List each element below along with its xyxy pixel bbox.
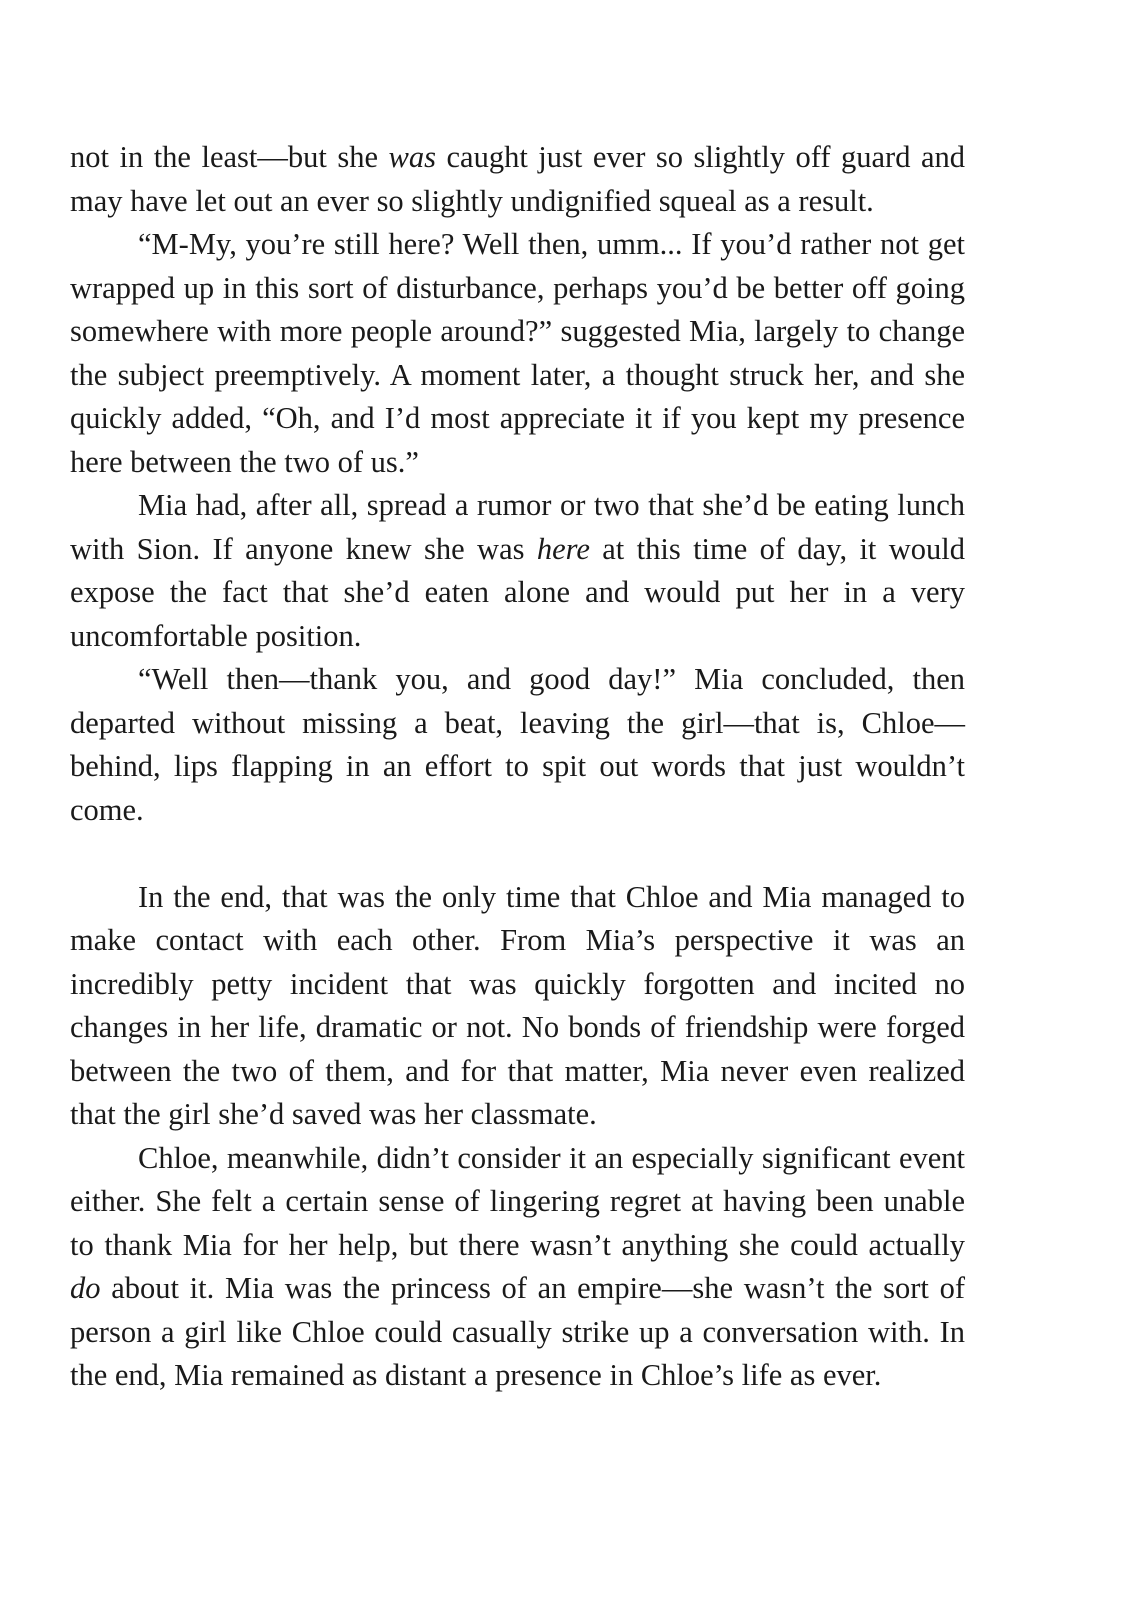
paragraph [70, 136, 965, 223]
text-segment: In the end, that was the only time that Chloe and Mia managed to make contact with each other. From Mia’s perspective it was an incredibly petty incident that was quickly forgotten and incited no changes in her life, dramatic or not. No bonds of friendship were forged between the two of them, and for that matter, Mia never even realized that the girl she’d saved was her classmate. [70, 879, 965, 1131]
emphasized-text: do [70, 1271, 101, 1305]
text-segment: caught just ever so slightly off guard and may have let out an ever so slightly undignified squeal as a result. [70, 140, 965, 218]
text-segment: not in the least—but she [70, 140, 389, 174]
paragraph [70, 658, 965, 832]
paragraph [70, 484, 965, 658]
paragraph [70, 223, 965, 484]
text-segment: about it. Mia was the princess of an empire—she wasn’t the sort of person a girl like Chloe could casually strike up a conversation with. In the end, Mia remained as distant a presence in Chloe’s life as ever. [70, 1271, 965, 1392]
section-break [70, 832, 965, 876]
text-segment: at this time of day, it would expose the fact that she’d eaten alone and would put her in a very uncomfortable position. [70, 531, 965, 653]
paragraph [70, 876, 965, 1137]
paragraph [70, 1137, 965, 1398]
text-segment: “M-My, you’re still here? Well then, umm... If you’d rather not get wrapped up in this sort of disturbance, perhaps you’d be better off going somewhere with more people around?” suggested Mia, largely to change the subject preemptively. A moment later, a thought struck her, and she quickly added, “Oh, and I’d most appreciate it if you kept my presence here between the two of us.” [70, 227, 965, 479]
text-segment: Mia had, after all, spread a rumor or two that she’d be eating lunch with Sion. If anyone knew she was [70, 488, 965, 566]
emphasized-text: here [536, 531, 590, 566]
emphasized-text: was [388, 140, 436, 174]
book-page [70, 136, 965, 1398]
text-segment: “Well then—thank you, and good day!” Mia concluded, then departed without missing a beat, leaving the girl—that is, Chloe—behind, lips flapping in an effort to spit out words that just wouldn’t come. [70, 662, 965, 827]
text-segment: Chloe, meanwhile, didn’t consider it an especially significant event either. She felt a certain sense of lingering regret at having been unable to thank Mia for her help, but there wasn’t anything she could actually [70, 1140, 965, 1262]
